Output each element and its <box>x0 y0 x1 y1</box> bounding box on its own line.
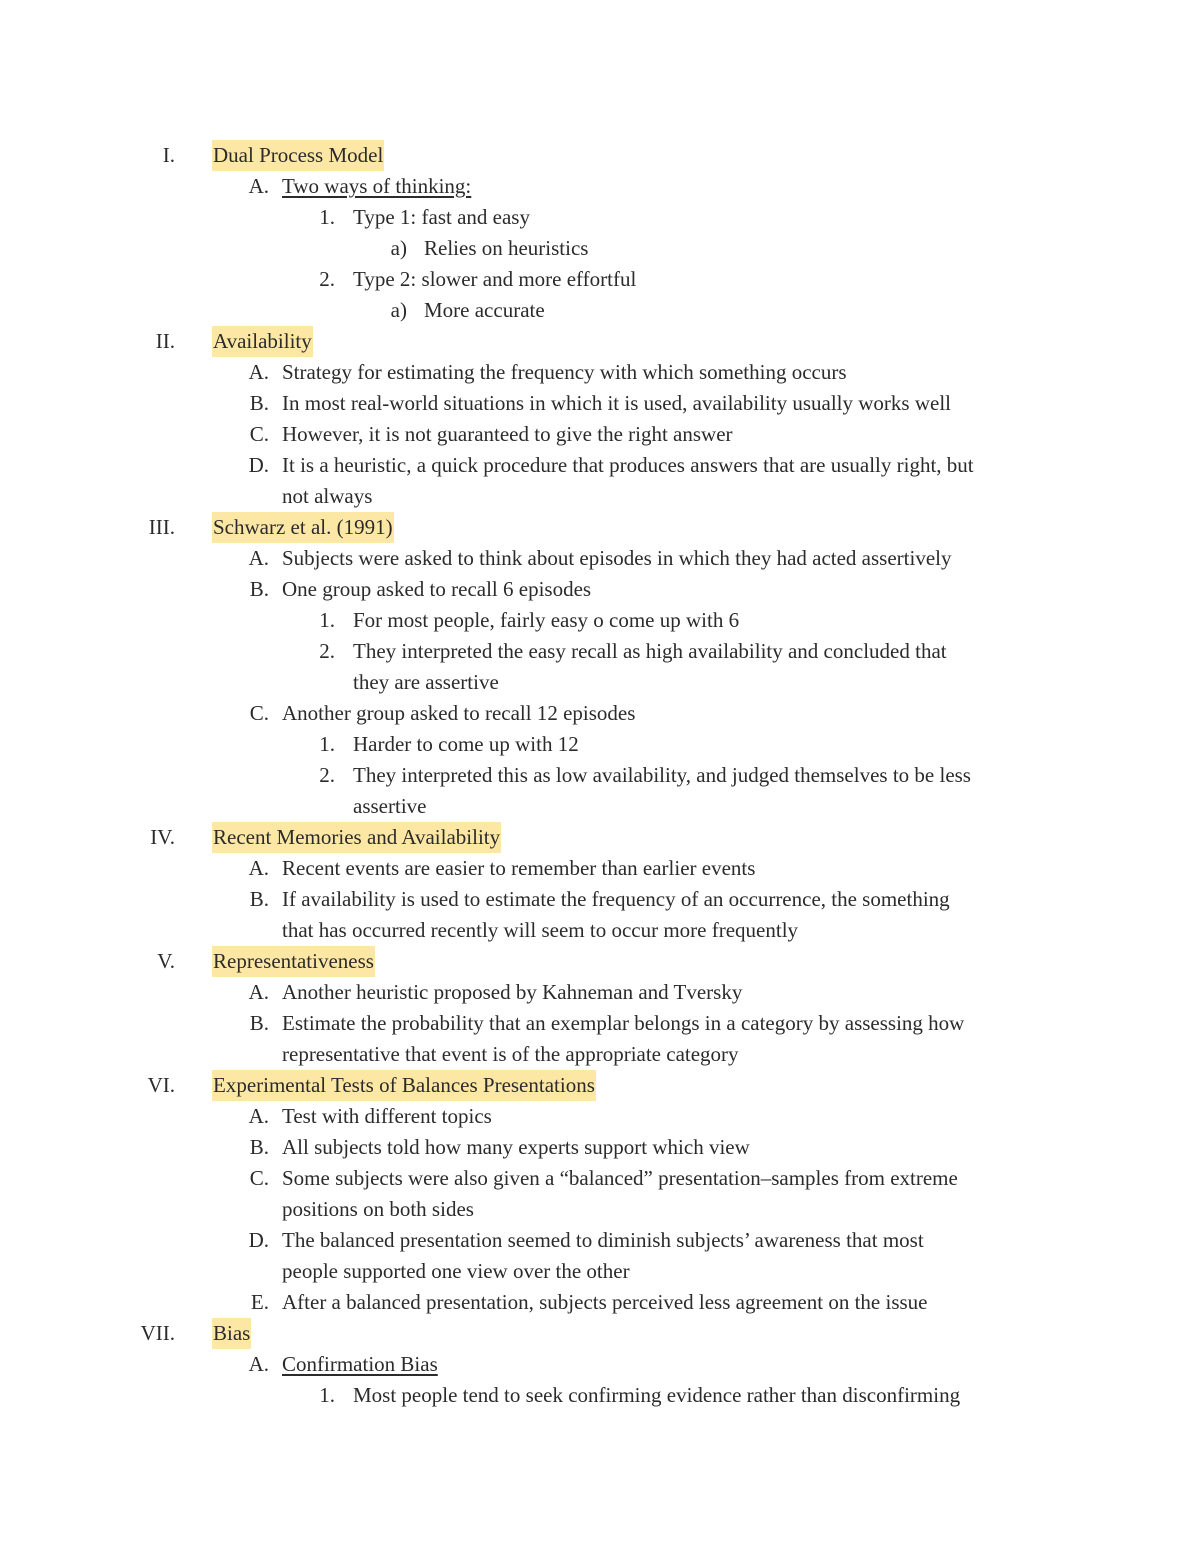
list-marker: VI. <box>147 1073 175 1097</box>
list-item-text: After a balanced presentation, subjects perceived less agreement on the issue <box>282 1290 928 1314</box>
outline-line <box>0 1256 1200 1287</box>
list-marker: III. <box>148 515 175 539</box>
list-marker: A. <box>248 360 269 384</box>
outline-line <box>0 636 1200 667</box>
section-heading: Recent Memories and Availability <box>212 822 501 853</box>
list-marker: A. <box>248 546 269 570</box>
list-item-text: Test with different topics <box>282 1104 492 1128</box>
list-item-text: Harder to come up with 12 <box>353 732 579 756</box>
list-item-text: If availability is used to estimate the frequency of an occurrence, the something <box>282 887 950 911</box>
outline-line <box>0 264 1200 295</box>
list-marker: V. <box>157 949 175 973</box>
list-item-text: representative that event is of the appropriate category <box>282 1042 739 1066</box>
outline-line <box>0 977 1200 1008</box>
list-item-text: One group asked to recall 6 episodes <box>282 577 592 601</box>
list-item-text: assertive <box>353 794 427 818</box>
list-item-text: It is a heuristic, a quick procedure that produces answers that are usually right, but <box>282 453 974 477</box>
section-heading: Schwarz et al. (1991) <box>212 512 394 543</box>
list-marker: B. <box>249 1135 269 1159</box>
list-marker: A. <box>248 1104 269 1128</box>
list-marker: 1. <box>319 205 335 229</box>
list-marker: B. <box>249 887 269 911</box>
list-item-text: Another heuristic proposed by Kahneman and Tversky <box>282 980 743 1004</box>
list-item-text: All subjects told how many experts support which view <box>282 1135 750 1159</box>
outline-line <box>0 853 1200 884</box>
list-marker: D. <box>248 1228 269 1252</box>
list-marker: a) <box>390 298 407 322</box>
list-marker: 1. <box>319 732 335 756</box>
outline-line <box>0 450 1200 481</box>
list-item-text: Subjects were asked to think about episodes in which they had acted assertively <box>282 546 952 570</box>
outline-line <box>0 729 1200 760</box>
outline-line <box>0 1287 1200 1318</box>
outline-line <box>0 667 1200 698</box>
list-item-text: Recent events are easier to remember than earlier events <box>282 856 756 880</box>
outline-line <box>0 140 1200 171</box>
outline-line <box>0 543 1200 574</box>
outline-line <box>0 295 1200 326</box>
outline-line <box>0 481 1200 512</box>
list-marker: A. <box>248 856 269 880</box>
outline-line <box>0 233 1200 264</box>
outline-line <box>0 915 1200 946</box>
list-marker: 2. <box>319 267 335 291</box>
outline-line <box>0 1008 1200 1039</box>
list-item-text: Strategy for estimating the frequency with which something occurs <box>282 360 847 384</box>
outline-line <box>0 1194 1200 1225</box>
list-marker: E. <box>250 1290 269 1314</box>
list-item-text: positions on both sides <box>282 1197 474 1221</box>
list-marker: IV. <box>150 825 175 849</box>
list-item-text: Estimate the probability that an exemplar belongs in a category by assessing how <box>282 1011 965 1035</box>
outline-line <box>0 605 1200 636</box>
list-item-text: Some subjects were also given a “balanced” presentation–samples from extreme <box>282 1166 958 1190</box>
outline-line <box>0 884 1200 915</box>
list-item-text: The balanced presentation seemed to diminish subjects’ awareness that most <box>282 1228 924 1252</box>
section-heading: Experimental Tests of Balances Presentations <box>212 1070 596 1101</box>
list-item-text: Relies on heuristics <box>424 236 589 260</box>
outline-line <box>0 1380 1200 1411</box>
outline-line <box>0 171 1200 202</box>
list-marker: A. <box>248 174 269 198</box>
outline-line <box>0 1318 1200 1349</box>
list-item-text: They interpreted the easy recall as high availability and concluded that <box>353 639 947 663</box>
outline-line <box>0 1039 1200 1070</box>
outline-line <box>0 388 1200 419</box>
list-marker: 1. <box>319 1383 335 1407</box>
outline-line <box>0 574 1200 605</box>
list-item-text: people supported one view over the other <box>282 1259 630 1283</box>
list-marker: VII. <box>140 1321 175 1345</box>
outline-line <box>0 1163 1200 1194</box>
outline-line <box>0 512 1200 543</box>
outline-line <box>0 1349 1200 1380</box>
list-marker: C. <box>249 422 269 446</box>
outline-line <box>0 357 1200 388</box>
list-item-text: More accurate <box>424 298 545 322</box>
outline-line <box>0 698 1200 729</box>
list-marker: A. <box>248 1352 269 1376</box>
outline-line <box>0 1101 1200 1132</box>
list-marker: 2. <box>319 763 335 787</box>
list-marker: B. <box>249 391 269 415</box>
list-item-text: In most real-world situations in which it is used, availability usually works well <box>282 391 951 415</box>
list-marker: C. <box>249 1166 269 1190</box>
section-heading: Dual Process Model <box>212 140 384 171</box>
list-item-text: not always <box>282 484 373 508</box>
section-heading: Representativeness <box>212 946 375 977</box>
list-item-text: Type 1: fast and easy <box>353 205 530 229</box>
list-marker: a) <box>390 236 407 260</box>
section-heading: Availability <box>212 326 313 357</box>
outline-line <box>0 822 1200 853</box>
subheading: Confirmation Bias <box>282 1352 438 1376</box>
list-marker: 1. <box>319 608 335 632</box>
outline-line <box>0 760 1200 791</box>
outline-document <box>0 140 1200 1411</box>
list-item-text: For most people, fairly easy o come up with 6 <box>353 608 740 632</box>
list-item-text: They interpreted this as low availability, and judged themselves to be less <box>353 763 971 787</box>
list-marker: B. <box>249 1011 269 1035</box>
outline-line <box>0 1132 1200 1163</box>
list-item-text: that has occurred recently will seem to occur more frequently <box>282 918 799 942</box>
section-heading: Bias <box>212 1318 251 1349</box>
outline-line <box>0 791 1200 822</box>
outline-line <box>0 202 1200 233</box>
list-item-text: Most people tend to seek confirming evidence rather than disconfirming <box>353 1383 961 1407</box>
outline-line <box>0 946 1200 977</box>
list-marker: A. <box>248 980 269 1004</box>
outline-line <box>0 326 1200 357</box>
list-marker: B. <box>249 577 269 601</box>
list-item-text: However, it is not guaranteed to give the right answer <box>282 422 733 446</box>
outline-line <box>0 1225 1200 1256</box>
subheading: Two ways of thinking: <box>282 174 472 198</box>
list-marker: 2. <box>319 639 335 663</box>
list-item-text: Another group asked to recall 12 episodes <box>282 701 636 725</box>
outline-line <box>0 419 1200 450</box>
list-marker: I. <box>162 143 175 167</box>
list-item-text: they are assertive <box>353 670 499 694</box>
outline-line <box>0 1070 1200 1101</box>
list-marker: II. <box>155 329 175 353</box>
list-item-text: Type 2: slower and more effortful <box>353 267 637 291</box>
list-marker: D. <box>248 453 269 477</box>
list-marker: C. <box>249 701 269 725</box>
